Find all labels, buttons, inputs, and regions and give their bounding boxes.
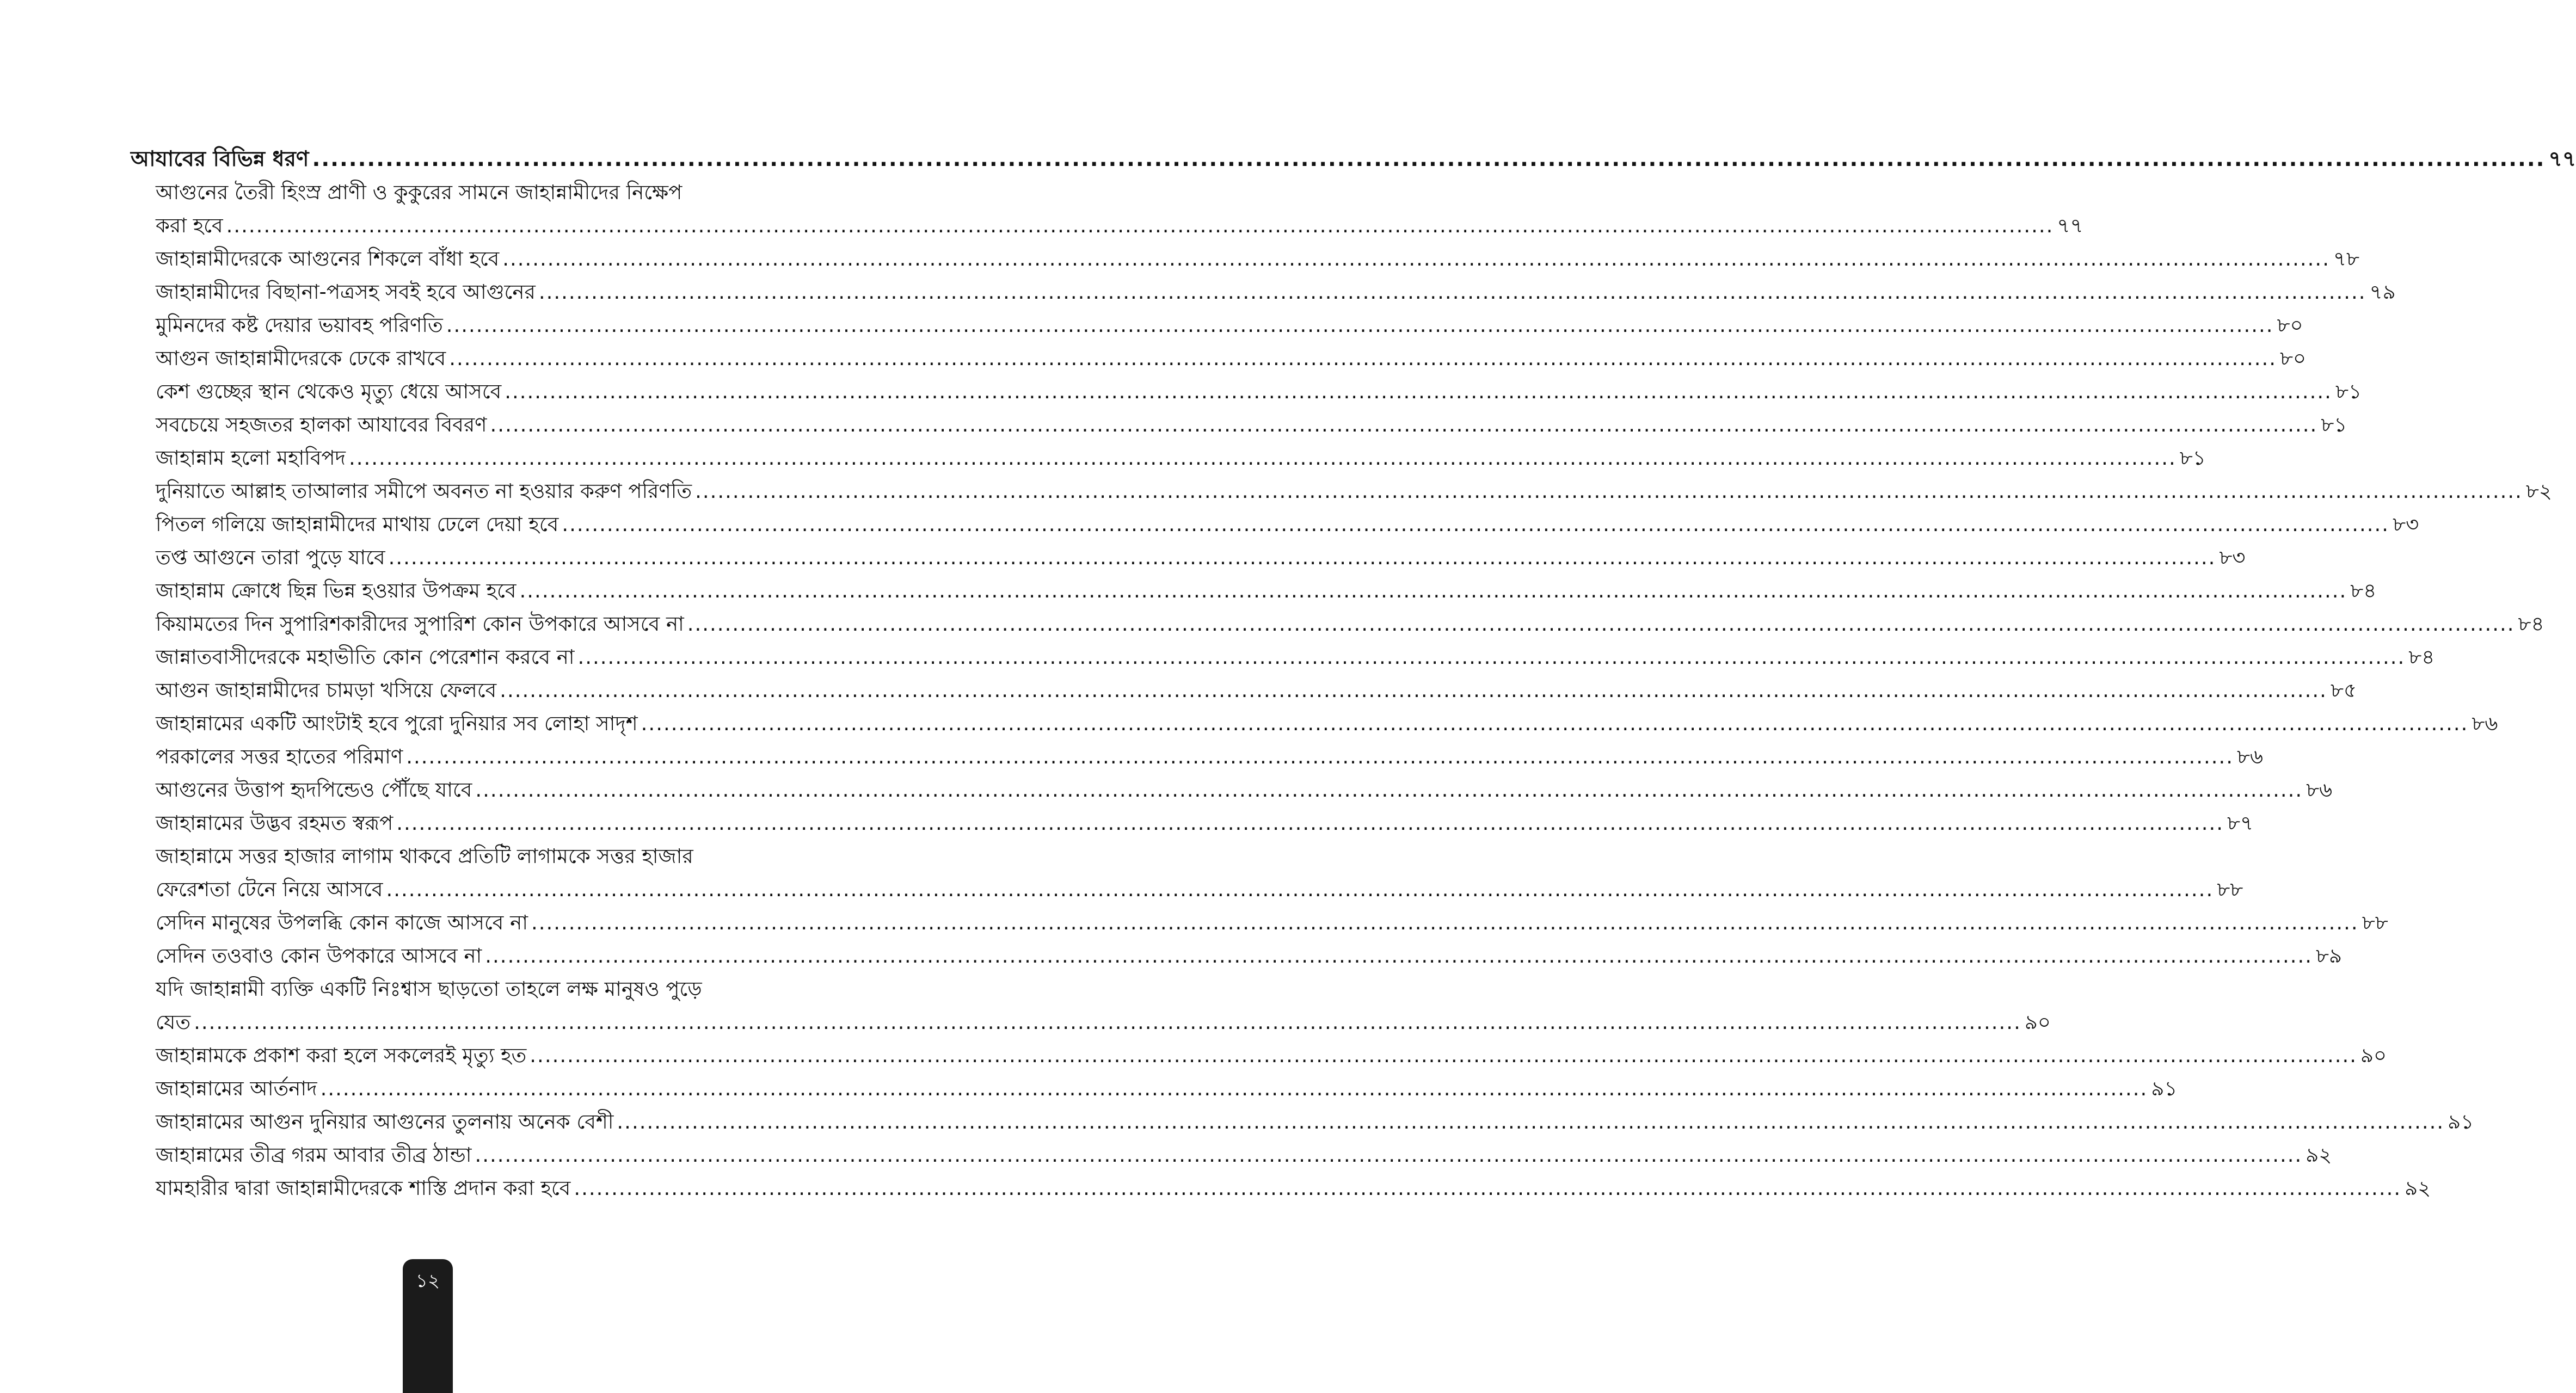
toc-leader-dots [505,375,2332,408]
toc-entry [131,707,2498,740]
toc-entry-title: কেশ গুচ্ছের স্থান থেকেও মৃত্যু ধেয়ে আসবে [156,380,502,403]
toc-heading-title: আযাবের বিভিন্ন ধরণ [131,147,309,171]
toc-entry [131,541,2246,574]
toc-entry [131,1172,2431,1205]
toc-entry [131,408,2347,441]
toc-entry [131,474,2552,508]
toc-entry-page: ৯২ [2306,1143,2332,1167]
toc-entry [131,1138,2332,1172]
toc-leader-dots [502,242,2330,275]
toc-entry-page: ৭৮ [2333,247,2360,270]
toc-entry [131,640,2435,674]
toc-entry-title: জাহান্নাম হলো মহাবিপদ [156,446,346,470]
toc-entry-title: সবচেয়ে সহজতর হালকা আযাবের বিবরণ [156,413,487,436]
toc-entry-page: ৮২ [2525,479,2552,503]
toc-leader-dots [475,1138,2303,1172]
toc-entry-page: ৯০ [2024,1010,2051,1034]
toc-entry-page: ৭৯ [2369,280,2396,304]
toc-leader-dots [695,474,2523,508]
toc-leader-dots [500,674,2327,707]
toc-entry-title: জাহান্নামের উদ্ভব রহমত স্বরূপ [156,811,394,835]
toc-entry-title: কিয়ামতের দিন সুপারিশকারীদের সুপারিশ কোন উপকারে আসবে না [156,612,684,636]
toc-entry-title: পরকালের সত্তর হাতের পরিমাণ [156,745,403,768]
toc-entry-page: ৮৫ [2330,679,2357,702]
page-number-tab [403,1259,453,1393]
toc-entry [131,508,2419,541]
toc-entry-page: ৮৮ [2217,878,2243,901]
toc-leader-dots [406,740,2234,773]
toc-leader-dots [449,342,2277,375]
toc-leader-dots [321,1072,2148,1105]
toc-leader-dots [617,1105,2444,1138]
toc-leader-dots [490,408,2318,441]
toc-heading-page: ৭৭ [2548,147,2576,171]
toc-entry-title: জাহান্নামের একটি আংটাই হবে পুরো দুনিয়ার সব লোহা সাদৃশ [156,712,638,735]
toc-entry-page: ৮৩ [2393,513,2419,536]
table-of-contents [131,143,2576,1205]
toc-entry [131,375,2362,408]
toc-entry-page: ৮৪ [2408,645,2435,669]
toc-entry-title: করা হবে [156,214,223,237]
toc-leader-dots [349,441,2177,474]
toc-leader-dots [386,873,2214,906]
toc-entry-page: ৮৯ [2316,944,2343,967]
toc-entry-page: ৮১ [2179,446,2206,470]
toc-entry-page: ৮৬ [2306,778,2333,802]
toc-leader-dots [485,939,2313,972]
toc-leader-dots [531,906,2359,939]
toc-entry [131,1039,2387,1072]
toc-entry-title: যেত [156,1010,191,1034]
toc-entry [131,773,2333,806]
toc-entry-page: ৯১ [2151,1077,2178,1100]
toc-entry [131,275,2396,309]
toc-entry-title: আগুন জাহান্নামীদেরকে ঢেকে রাখবে [156,347,446,370]
toc-leader-dots [578,640,2406,674]
toc-entries [131,176,2552,1205]
toc-entry-title-line: যদি জাহান্নামী ব্যক্তি একটি নিঃশ্বাস ছাড়তো তাহলে লক্ষ মানুষও পুড়ে [156,977,702,1001]
toc-entry [131,674,2357,707]
toc-entry-title: আগুনের উত্তাপ হৃদপিন্ডেও পৌঁছে যাবে [156,778,472,802]
toc-leader-dots [446,309,2274,342]
toc-entry-title: যামহারীর দ্বারা জাহান্নামীদেরকে শাস্তি প্রদান করা হবে [156,1176,571,1200]
toc-entry-title: জাহান্নামীদেরকে আগুনের শিকলে বাঁধা হবে [156,247,500,270]
toc-entry-title: দুনিয়াতে আল্লাহ তাআলার সমীপে অবনত না হওয়ার করুণ পরিণতি [156,479,692,503]
toc-entry-page: ৮০ [2277,313,2303,337]
toc-entry-title: ফেরেশতা টেনে নিয়ে আসবে [156,878,383,901]
toc-entry-page: ৮৬ [2472,712,2498,735]
toc-leader-dots [312,143,2546,176]
toc-entry-page: ৮৩ [2219,546,2246,569]
toc-entry-title: সেদিন মানুষের উপলব্ধি কোন কাজে আসবে না [156,911,528,934]
toc-section-heading [131,143,2576,176]
toc-leader-dots [539,275,2366,309]
toc-leader-dots [475,773,2303,806]
toc-entry [131,1006,2051,1039]
toc-entry [131,309,2303,342]
toc-entry [131,1072,2178,1105]
toc-leader-dots [562,508,2389,541]
toc-entry-page: ৮৬ [2237,745,2264,768]
toc-entry-page: ৯২ [2405,1176,2431,1200]
toc-entry [131,342,2307,375]
toc-entry-page: ৭৭ [2057,214,2083,237]
toc-entry [131,209,2083,242]
toc-entry-title: তপ্ত আগুনে তারা পুড়ে যাবে [156,546,385,569]
toc-entry [131,242,2360,275]
toc-entry-page: ৮০ [2280,347,2307,370]
toc-entry-title: জাহান্নামের আগুন দুনিয়ার আগুনের তুলনায় অনেক বেশী [156,1110,614,1133]
toc-entry-title: জাহান্নামকে প্রকাশ করা হলে সকলেরই মৃত্যু হত [156,1044,527,1067]
toc-entry-title-line: জাহান্নামে সত্তর হাজার লাগাম থাকবে প্রতিটি লাগামকে সত্তর হাজার [156,845,693,868]
toc-entry-title: পিতল গলিয়ে জাহান্নামীদের মাথায় ঢেলে দেয়া হবে [156,513,559,536]
toc-entry [131,441,2206,474]
toc-entry [131,873,2243,906]
toc-leader-dots [194,1006,2021,1039]
toc-entry-page: ৯০ [2360,1044,2387,1067]
toc-entry [131,607,2544,640]
toc-entry [131,1105,2474,1138]
toc-entry-title: জাহান্নামের আর্তনাদ [156,1077,317,1100]
toc-entry-page: ৮১ [2335,380,2362,403]
toc-entry-title: জান্নাতবাসীদেরকে মহাভীতি কোন পেরেশান করবে না [156,645,575,669]
toc-entry-title: মুমিনদের কষ্ট দেয়ার ভয়াবহ পরিণতি [156,313,443,337]
toc-leader-dots [520,574,2347,607]
toc-leader-dots [530,1039,2357,1072]
toc-entry [131,574,2377,607]
toc-entry-title: জাহান্নাম ক্রোধে ছিন্ন ভিন্ন হওয়ার উপক্রম হবে [156,579,517,602]
toc-entry-title: জাহান্নামীদের বিছানা-পত্রসহ সবই হবে আগুনের [156,280,536,304]
toc-entry-title: সেদিন তওবাও কোন উপকারে আসবে না [156,944,482,967]
toc-entry-title: জাহান্নামের তীব্র গরম আবার তীব্র ঠান্ডা [156,1143,472,1167]
toc-entry [131,806,2254,840]
toc-entry-page: ৮৪ [2518,612,2544,636]
toc-leader-dots [574,1172,2401,1205]
toc-entry-title: আগুন জাহান্নামীদের চামড়া খসিয়ে ফেলবে [156,679,497,702]
toc-entry-page: ৮৪ [2350,579,2377,602]
toc-entry-page: ৯১ [2448,1110,2474,1133]
toc-leader-dots [396,806,2224,840]
page-number: ১২ [415,1270,440,1292]
toc-entry [131,740,2264,773]
toc-entry [131,939,2343,972]
toc-leader-dots [641,707,2469,740]
toc-leader-dots [687,607,2515,640]
toc-entry-page: ৮৮ [2362,911,2388,934]
toc-entry-page: ৮১ [2321,413,2347,436]
toc-entry-title-line: আগুনের তৈরী হিংস্র প্রাণী ও কুকুরের সামনে জাহান্নামীদের নিক্ষেপ [156,181,683,204]
toc-entry-page: ৮৭ [2227,811,2254,835]
toc-entry [131,906,2388,939]
toc-leader-dots [226,209,2054,242]
toc-leader-dots [389,541,2216,574]
